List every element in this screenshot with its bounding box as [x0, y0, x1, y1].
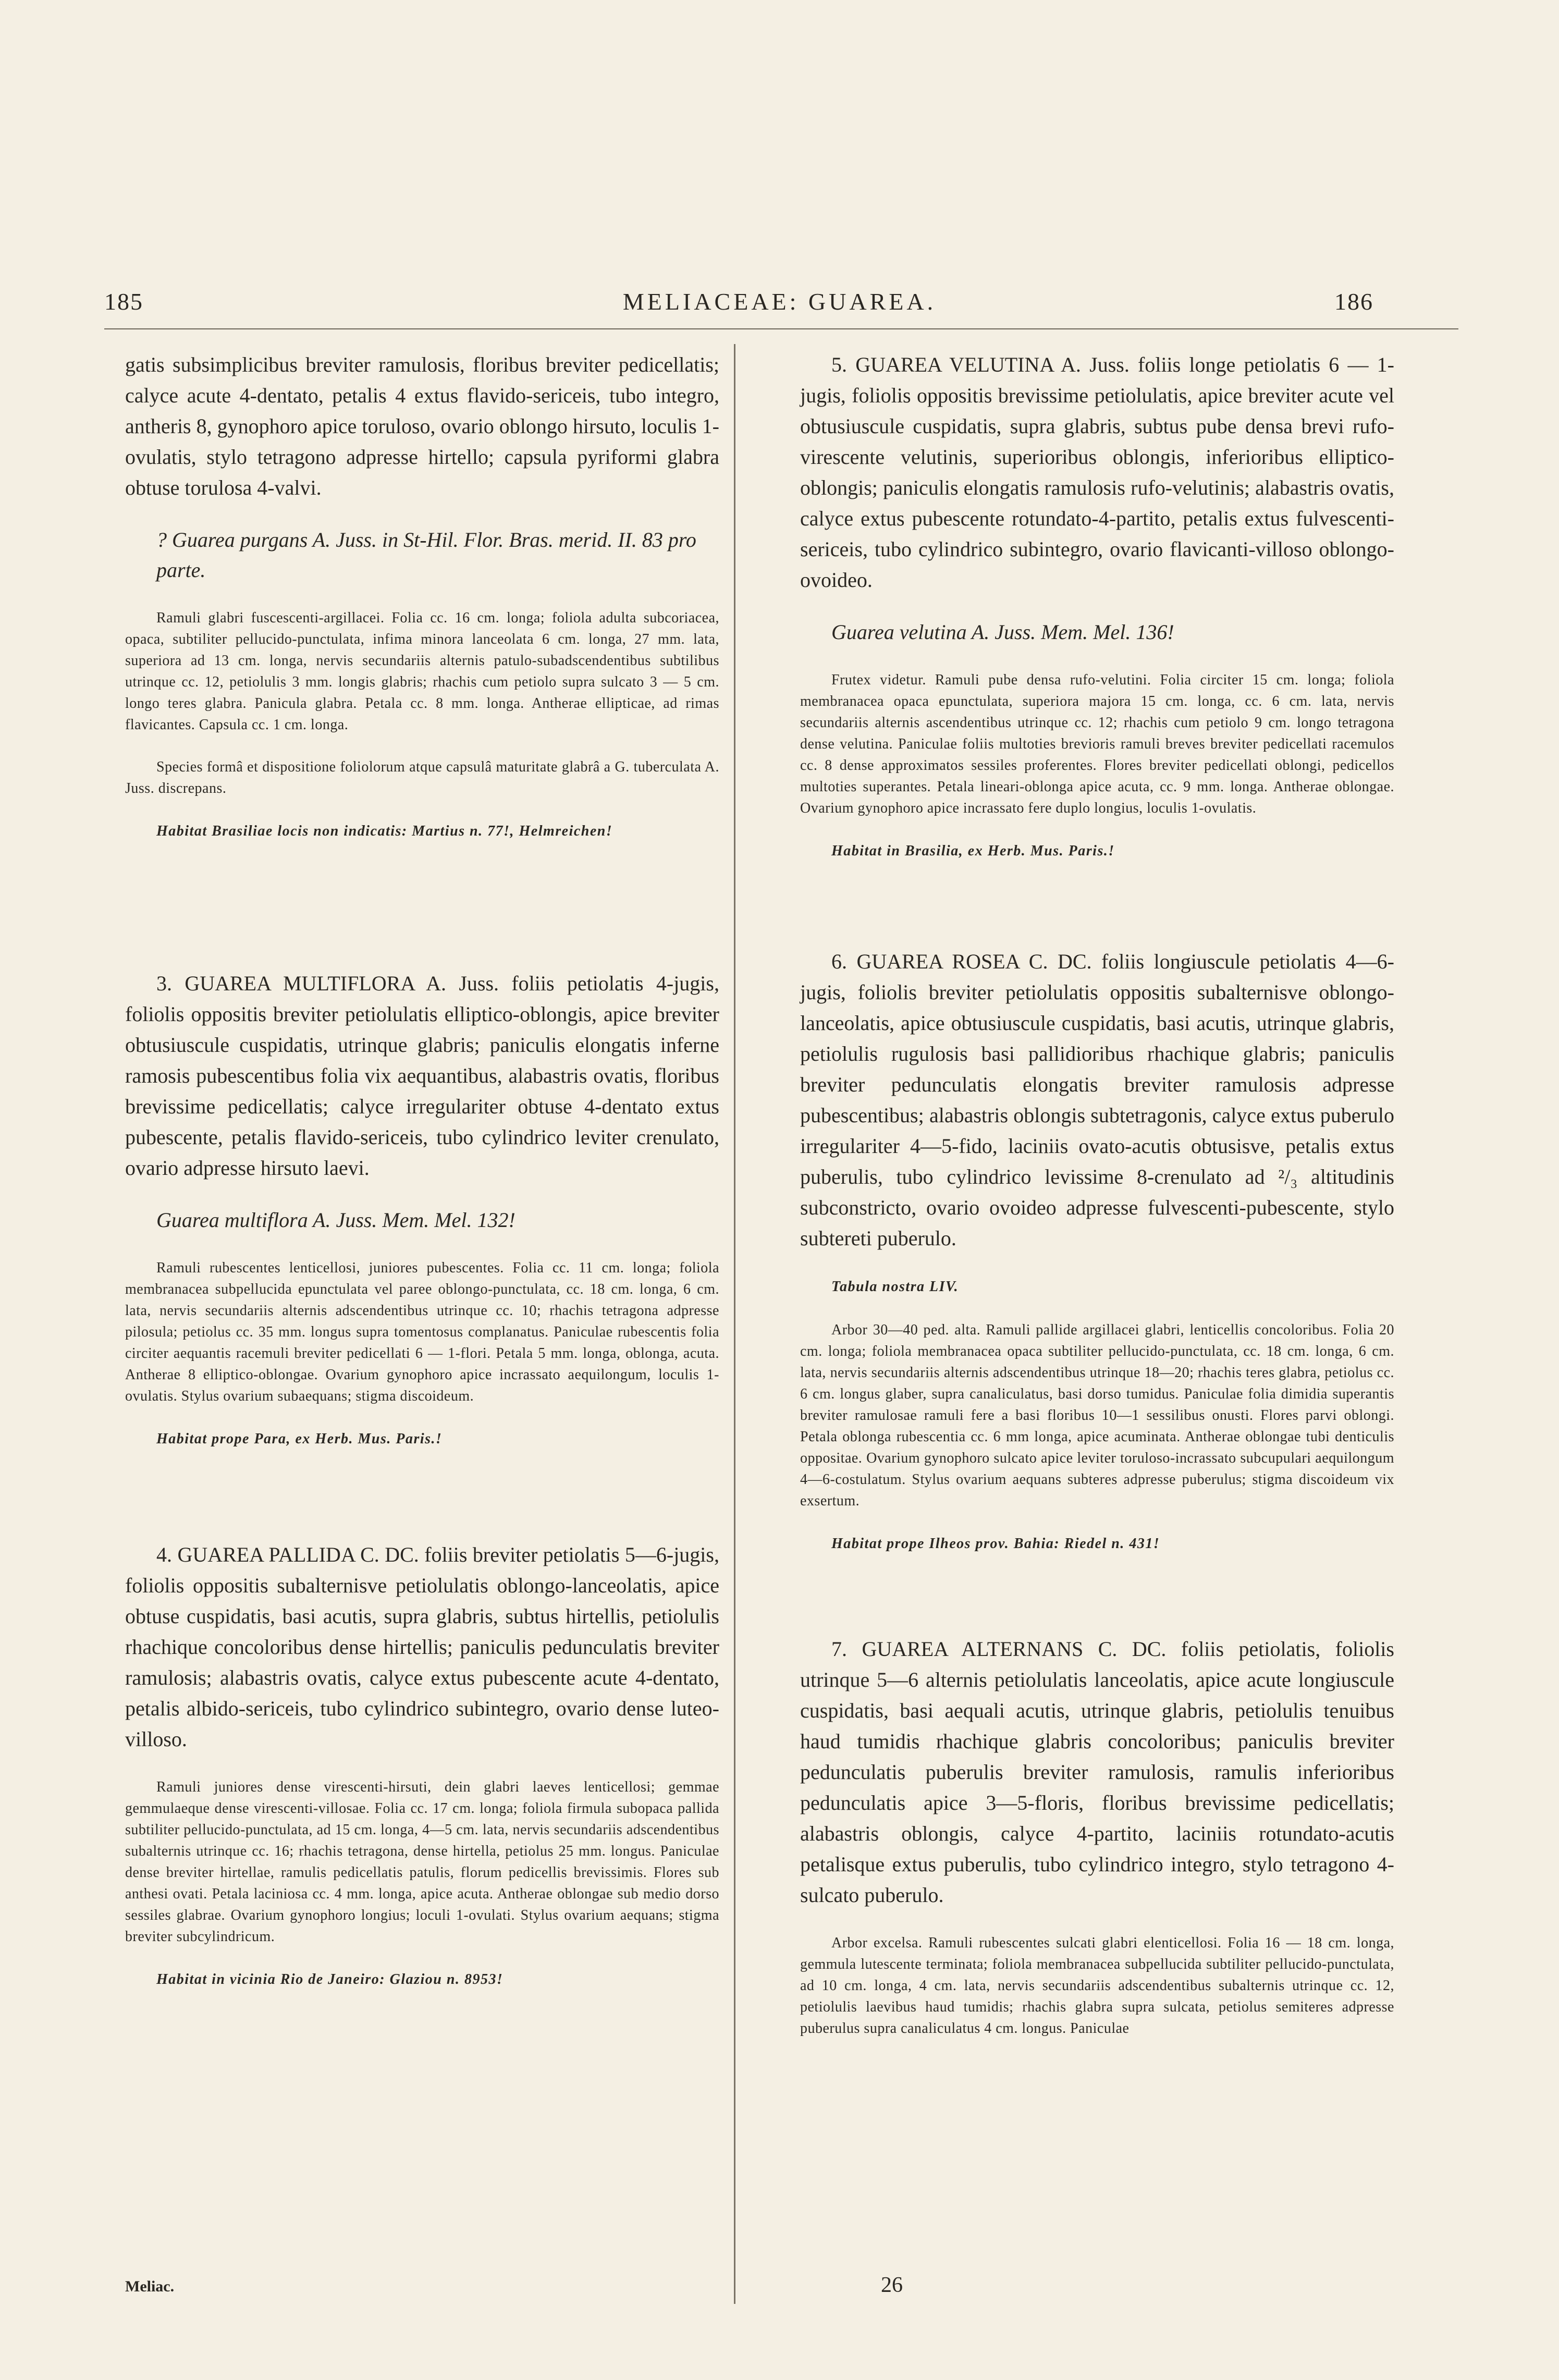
- synonym-reference: ? Guarea purgans A. Juss. in St-Hil. Flor. Bras. merid. II. 83 pro parte.: [156, 528, 696, 582]
- description-paragraph: Arbor excelsa. Ramuli rubescentes sulcati glabri elenticellosi. Folia 16 — 18 cm. longa, gemmula lutescente terminata; foliola membranacea subpellucida subtiliter pellucido-punctulata, ad 10 cm. longa, 4 cm. lata, nervis secundariis adscendentibus subalternis utrinque cc. 12, petiolulis laevibus haud tumidis; rhachis glabra supra sulcata, petiolus semiteres adpresse puberulus supra canaliculatus 4 cm. longus. Paniculae: [800, 1935, 1394, 2037]
- signature-mark: Meliac.: [125, 2278, 175, 2295]
- note-paragraph: Species formâ et dispositione foliolorum atque capsulâ maturitate glabrâ a G. tuberculata A. Juss. discrepans.: [125, 759, 719, 796]
- description-paragraph: Ramuli juniores dense virescenti-hirsuti, dein glabri laeves lenticellosi; gemmae gemmulaeque dense virescenti-villosae. Folia cc. 17 cm. longa; foliola firmula subopaca pallida subtiliter pellucido-punctulata, ad 15 cm. longa, 4—5 cm. lata, nervis secundariis adscendentibus subalternis utrinque cc. 16; rhachis tetragona, dense hirtella, petiolus 25 mm. longus. Paniculae dense breviter hirtellae, ramulis pedicellatis patulis, florum pedicellis brevissimis. Flores sub anthesi ovati. Petala laciniosa cc. 4 mm. longa, apice acuta. Antherae oblongae sub medio dorso sessiles glabrae. Ovarium gynophoro longius; loculi 1-ovulati. Stylus ovarium aequans; stigma breviter subcylindricum.: [125, 1779, 719, 1945]
- habitat-line: Habitat in Brasilia, ex Herb. Mus. Paris.!: [831, 843, 1115, 859]
- description-paragraph: Frutex videtur. Ramuli pube densa rufo-velutini. Folia circiter 15 cm. longa; foliola membranacea opaca epunctulata, superiora majora 15 cm. longa, cc. 6 cm. lata, nervis secundariis alternis ascendentibus utrinque cc. 12; rhachis cum petiolo 9 cm. longo tetragona dense velutina. Paniculae foliis multoties brevioris ramuli breves breviter pedicellati racemulos cc. 8 dense approximatos sessiles proferentes. Flores breviter pedicellati oblongi, pedicellos multoties superantes. Petala lineari-oblonga apice acuta, cc. 9 mm. longa. Antherae oblongae. Ovarium gynophoro apice incrassato fere duplo longius, loculis 1-ovulatis.: [800, 672, 1394, 816]
- header-rule: [104, 328, 1458, 329]
- page-number-left: 185: [104, 288, 143, 315]
- habitat-line: Habitat in vicinia Rio de Janeiro: Glaziou n. 8953!: [156, 1971, 504, 1988]
- synonym-reference: Guarea velutina A. Juss. Mem. Mel. 136!: [831, 620, 1174, 644]
- column-divider: [734, 344, 735, 2304]
- species-entry-4: 4. GUAREA PALLIDA C. DC. foliis breviter petiolatis 5—6-jugis, foliolis oppositis subalternisve petiolulatis oblongo-lanceolatis, apice obtuse cuspidatis, basi acutis, supra glabris, subtus hirtellis, petiolulis rhachique concoloribus dense hirtellis; paniculis pedunculatis breviter ramulosis; alabastris ovatis, calyce extus pubescente acute 4-dentato, petalis albido-sericeis, tubo cylindrico subintegro, ovario dense luteo-villoso.: [125, 1543, 719, 1751]
- left-column: [125, 349, 719, 2012]
- species-entry-5: 5. GUAREA VELUTINA A. Juss. foliis longe petiolatis 6 — 1-jugis, foliolis oppositis brevissime petiolulatis, apice breviter acute vel obtusiuscule cuspidatis, supra glabris, subtus pube densa brevi rufo-virescente velutinis, superioribus oblongis, inferioribus elliptico-oblongis; paniculis elongatis ramulosis rufo-velutinis; alabastris ovatis, calyce extus pubescente rotundato-4-partito, petalis extus fulvescenti-sericeis, tubo cylindrico subintegro, ovario flavicanti-villoso oblongo-ovoideo.: [800, 353, 1394, 592]
- synonym-reference: Guarea multiflora A. Juss. Mem. Mel. 132!: [156, 1208, 515, 1232]
- habitat-line: Habitat prope Ilheos prov. Bahia: Riedel n. 431!: [831, 1536, 1160, 1552]
- habitat-line: Habitat Brasiliae locis non indicatis: Martius n. 77!, Helmreichen!: [156, 823, 613, 839]
- description-paragraph: Ramuli glabri fuscescenti-argillacei. Folia cc. 16 cm. longa; foliola adulta subcoriacea, opaca, subtiliter pellucido-punctulata, infima minora lanceolata 6 cm. longa, 27 mm. lata, superiora ad 13 cm. longa, nervis secundariis alternis patulo-subadscendentibus subtilibus utrinque cc. 12, petiolulis 3 mm. longis glabris; rhachis cum petiolo supra sulcato 3 — 5 cm. longo teres glabra. Panicula glabra. Petala cc. 8 mm. longa. Antherae ellipticae, ad rimas flavicantes. Capsula cc. 1 cm. longa.: [125, 610, 719, 733]
- running-title: MELIACEAE: GUAREA.: [622, 288, 937, 315]
- description-paragraph: Ramuli rubescentes lenticellosi, juniores pubescentes. Folia cc. 11 cm. longa; foliola membranacea subpellucida epunctulata vel paree oblongo-punctulata, cc. 18 cm. longa, 6 cm. lata, nervis secundariis alternis adscendentibus utrinque cc. 10; rhachis tetragona adpresse pilosula; petiolus cc. 35 mm. longus supra tomentosus complanatus. Paniculae rubescentis folia circiter aequantis racemuli breviter pedicellati 6 — 1-flori. Petala 5 mm. longa, oblonga, acuta. Antherae 8 elliptico-oblongae. Ovarium gynophoro apice incrassato aequilongum, loculis 1-ovulatis. Stylus ovarium subaequans; stigma discoideum.: [125, 1260, 719, 1404]
- species-entry-3: 3. GUAREA MULTIFLORA A. Juss. foliis petiolatis 4-jugis, foliolis oppositis breviter petiolulatis elliptico-oblongis, apice breviter obtusiuscule cuspidatis, utrinque glabris; paniculis elongatis inferne ramosis pubescentibus folia vix aequantibus, alabastris ovatis, floribus brevissime pedicellatis; calyce irregulariter obtuse 4-dentato extus pubescente, petalis flavido-sericeis, tubo cylindrico leviter crenulato, ovario adpresse hirsuto laevi.: [125, 972, 719, 1180]
- species-entry-6: 6. GUAREA ROSEA C. DC. foliis longiuscule petiolatis 4—6-jugis, foliolis breviter petiolulatis oppositis subalternisve oblongo-lanceolatis, apice obtusiuscule cuspidatis, basi acutis, utrinque glabris, petiolulis rugulosis basi pallidioribus rhachique glabris; paniculis breviter pedunculatis elongatis breviter ramulosis adpresse pubescentibus; alabastris oblongis subtetragonis, calyce extus puberulo irregulariter 4—5-fido, laciniis ovato-acutis obtusisve, petalis extus puberulis, tubo cylindrico levissime 8-crenulato ad ²/₃ altitudinis subconstricto, ovario ovoideo adpresse fulvescenti-pubescente, stylo subtereti puberulo.: [800, 950, 1394, 1250]
- plate-reference: Tabula nostra LIV.: [831, 1279, 959, 1295]
- species-entry-7: 7. GUAREA ALTERNANS C. DC. foliis petiolatis, foliolis utrinque 5—6 alternis petiolulatis lanceolatis, apice acute longiuscule cuspidatis, basi aequali acutis, utrinque glabris, petiolulis tenuibus haud tumidis rhachique glabris concoloribus; paniculis breviter pedunculatis puberulis breviter ramulosis, ramulis inferioribus pedunculatis apice 3—5-floris, floribus brevissime pedicellatis; alabastris oblongis, calyce 4-partito, laciniis rotundato-acutis petalisque extus puberulis, tubo cylindrico integro, stylo tetragono 4-sulcato puberulo.: [800, 1637, 1394, 1907]
- description-paragraph: Arbor 30—40 ped. alta. Ramuli pallide argillacei glabri, lenticellis concoloribus. Folia 20 cm. longa; foliola membranacea opaca subtiliter pellucido-punctulata, cc. 18 cm. longa, 6 cm. lata, nervis secundariis alternis adscendentibus utrinque 18—20; rhachis teres glabra, petiolus cc. 6 cm. longus glaber, supra canaliculatus, basi dorso tumidus. Paniculae folia dimidia superantis breviter ramulosae ramuli fere a basi floribus 10—1 sessilibus onusti. Flores parvi oblongi. Petala oblonga rubescentia cc. 6 mm longa, apice acuminata. Antherae oblongae tubi denticulis oppositae. Ovarium gynophoro sulcato apice leviter toruloso-incrassato subcupulari aequilongum 4—6-costulatum. Stylus ovarium aequans subteres adpresse puberulus; stigma discoideum vix exsertum.: [800, 1322, 1394, 1509]
- species-continuation: gatis subsimplicibus breviter ramulosis, floribus breviter pedicellatis; calyce acute 4-dentato, petalis 4 extus flavido-sericeis, tubo integro, antheris 8, gynophoro apice toruloso, ovario oblongo hirsuto, loculis 1-ovulatis, stylo tetragono adpresse hirtello; capsula pyriformi glabra obtuse torulosa 4-valvi.: [125, 353, 719, 499]
- gathering-number: 26: [881, 2273, 903, 2297]
- right-column: [800, 349, 1394, 2060]
- page-number-right: 186: [1334, 288, 1373, 315]
- habitat-line: Habitat prope Para, ex Herb. Mus. Paris.!: [156, 1431, 443, 1447]
